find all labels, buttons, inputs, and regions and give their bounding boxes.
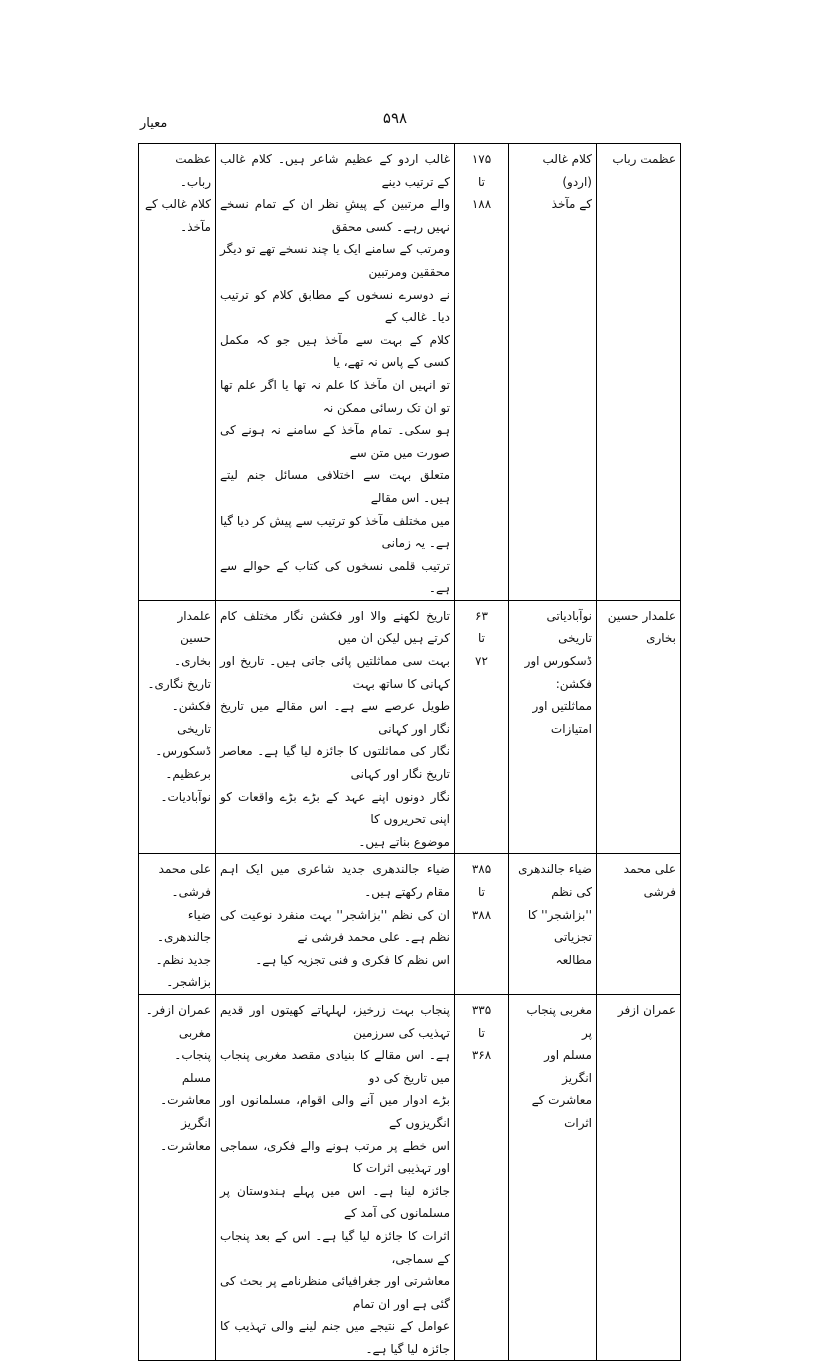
summary-line: پنجاب بہت زرخیز، لہلہاتے کھیتوں اور قدیم تہذیب کی سرزمین [220,1002,450,1040]
summary-line: اثرات کا جائزہ لیا گیا ہے۔ اس کے بعد پنجاب کے سماجی، [220,1228,450,1266]
keyword: مسلم معاشرت۔ [160,1070,211,1108]
summary-line: تاریخ لکھنے والا اور فکشن نگار مختلف کام کرتے ہیں لیکن ان میں [220,608,450,646]
keyword: علی محمد فرشی۔ [158,862,211,899]
summary-line: معاشرتی اور جغرافیائی منظرنامے پر بحث کی گئی ہے اور ان تمام [220,1274,450,1311]
author-cell [597,854,681,995]
page-range-line: ۳۸۵ [471,862,492,877]
article-title-line: مسلم اور انگریز [544,1048,592,1085]
article-title-line: مغربی پنجاب پر [526,1002,592,1040]
journal-name: معیار [140,116,168,131]
author-name: علی محمد فرشی [623,862,676,899]
summary-line: بڑے ادوار میں آنے والی اقوام، مسلمانوں اور انگریزوں کے [220,1093,450,1130]
keyword: ضیاء جالندھری۔ [156,907,211,945]
keywords-cell [139,600,216,854]
summary-line: تو انہیں ان مآخذ کا علم نہ تھا یا اگر علم تھا تو ان تک رسائی ممکن نہ [220,377,450,415]
summary-line: میں مختلف مآخذ کو ترتیب سے پیش کر دیا گیا ہے۔ یہ زمانی [220,513,450,551]
summary-line: ومرتب کے سامنے ایک یا چند نسخے تھے تو دیگر محققین ومرتبین [220,242,450,279]
table-row [139,854,681,995]
table-row [139,600,681,854]
article-title-line: ''بزاشجر'' کا تجزیاتی [527,907,592,945]
article-title-line: ڈسکورس اور فکشن: [524,654,592,691]
page-range-line: تا [478,174,485,189]
summary-cell [216,854,455,995]
page-range-line: ۳۸۸ [471,907,492,922]
article-title-line: مطالعہ [555,952,592,967]
page-range-line: ۶۳ [475,608,488,623]
article-index-table [138,143,681,1361]
summary-line: عوامل کے نتیجے میں جنم لینے والی تہذیب کا جائزہ لیا گیا ہے۔ [220,1319,450,1356]
page-range-line: ۳۶۸ [471,1048,492,1063]
article-title-cell [509,994,597,1361]
summary-line: غالب اردو کے عظیم شاعر ہیں۔ کلام غالب کے ترتیب دینے [220,152,450,189]
summary-line: اس نظم کا فکری و فنی تجزیہ کیا ہے۔ [255,952,450,967]
article-title-line: کے مآخذ [551,197,592,212]
article-title-line: معاشرت کے [531,1093,592,1108]
summary-line: ان کی نظم ''بزاشجر'' بہت منفرد نوعیت کی نظم ہے۔ علی محمد فرشی نے [220,907,450,945]
keywords-cell [139,144,216,601]
page-range-line: ۱۸۸ [471,197,492,212]
page-range-cell [455,854,509,995]
summary-line: کلام کے بہت سے مآخذ ہیں جو کہ مکمل کسی کے پاس نہ تھے، یا [220,332,450,370]
summary-line: نگار دونوں اپنے عہد کے بڑے بڑے واقعات کو اپنی تحریروں کا [220,789,450,827]
keyword: عمران ازفر۔ [145,1002,211,1017]
summary-line: ہو سکی۔ تمام مآخذ کے سامنے نہ ہونے کی صورت میں متن سے [220,423,450,460]
article-title-cell [509,144,597,601]
summary-line: نے دوسرے نسخوں کے مطابق کلام کو ترتیب دیا۔ غالب کے [220,287,450,325]
author-cell [597,994,681,1361]
page-range-line: تا [478,885,485,899]
article-title-line: اثرات [564,1115,592,1130]
summary-line: بہت سی مماثلتیں پائی جاتی ہیں۔ تاریخ اور کہانی کا ساتھ بہت [220,654,450,691]
article-title-line: کلام غالب (اردو) [542,152,592,189]
summary-line: طویل عرصے سے ہے۔ اس مقالے میں تاریخ نگار اور کہانی [220,699,450,736]
article-title-line: مماثلتیں اور [532,699,592,714]
summary-line: نگار کی مماثلتوں کا جائزہ لیا گیا ہے۔ معاصر تاریخ نگار اور کہانی [220,744,450,782]
author-name: عمران ازفر [617,1002,676,1017]
page-number: ۵۹۸ [382,109,408,127]
article-title-line: امتیازات [550,721,592,736]
page-range-line: ۳۳۵ [471,1002,492,1017]
keywords-cell [139,854,216,995]
keyword: مغربی پنجاب۔ [174,1025,211,1063]
summary-cell [216,144,455,601]
keyword: کلام غالب کے [144,197,211,212]
summary-cell [216,994,455,1361]
summary-cell [216,600,455,854]
article-title-cell [509,600,597,854]
keyword: تاریخی ڈسکورس۔ [155,721,211,759]
summary-line: ضیاء جالندھری جدید شاعری میں ایک اہم مقام رکھتے ہیں۔ [220,862,450,899]
summary-line: متعلق بہت سے اختلافی مسائل جنم لیتے ہیں۔ اس مقالے [220,468,450,505]
page-range-line: تا [478,631,485,646]
keyword: عظمت رباب۔ [175,152,211,189]
article-title-cell [509,854,597,995]
table-body [139,144,681,1361]
author-name: عظمت رباب [612,152,676,166]
keyword: برعظیم۔ نوآبادیات۔ [160,767,211,804]
keyword: تاریخ نگاری۔ [147,676,211,691]
summary-line: ترتیب قلمی نسخوں کی کتاب کے حوالے سے ہے۔ [220,558,450,596]
summary-line: والے مرتبین کے پیشِ نظر ان کے تمام نسخے نہیں رہے۔ کسی محقق [220,197,450,234]
keyword: فکشن۔ [171,699,211,714]
page-range-cell [455,994,509,1361]
page-range-line: ۷۲ [475,654,488,669]
author-cell [597,600,681,854]
keyword: علمدار حسین بخاری۔ [174,608,211,669]
summary-line: ہے۔ اس مقالے کا بنیادی مقصد مغربی پنجاب میں تاریخ کی دو [220,1048,450,1085]
author-cell [597,144,681,601]
keyword: جدید نظم۔ بزاشجر۔ [155,952,211,990]
page-range-cell [455,144,509,601]
page-range-line: تا [478,1025,485,1040]
page-range-line: ۱۷۵ [471,152,492,166]
table-row [139,994,681,1361]
keyword: انگریز معاشرت۔ [160,1115,211,1153]
summary-line: جائزہ لینا ہے۔ اس میں پہلے ہندوستان پر مسلمانوں کی آمد کے [220,1183,450,1221]
article-title-line: نوآبادیاتی تاریخی [546,608,592,646]
summary-line: اس خطے پر مرتب ہونے والے فکری، سماجی اور تہذیبی اثرات کا [220,1138,450,1176]
author-name: علمدار حسین بخاری [607,608,676,646]
keyword: مآخذ۔ [180,219,211,234]
keywords-cell [139,994,216,1361]
page-range-cell [455,600,509,854]
summary-line: موضوع بناتے ہیں۔ [358,834,450,849]
article-title-line: ضیاء جالندھری کی نظم [518,862,592,899]
table-row [139,144,681,601]
